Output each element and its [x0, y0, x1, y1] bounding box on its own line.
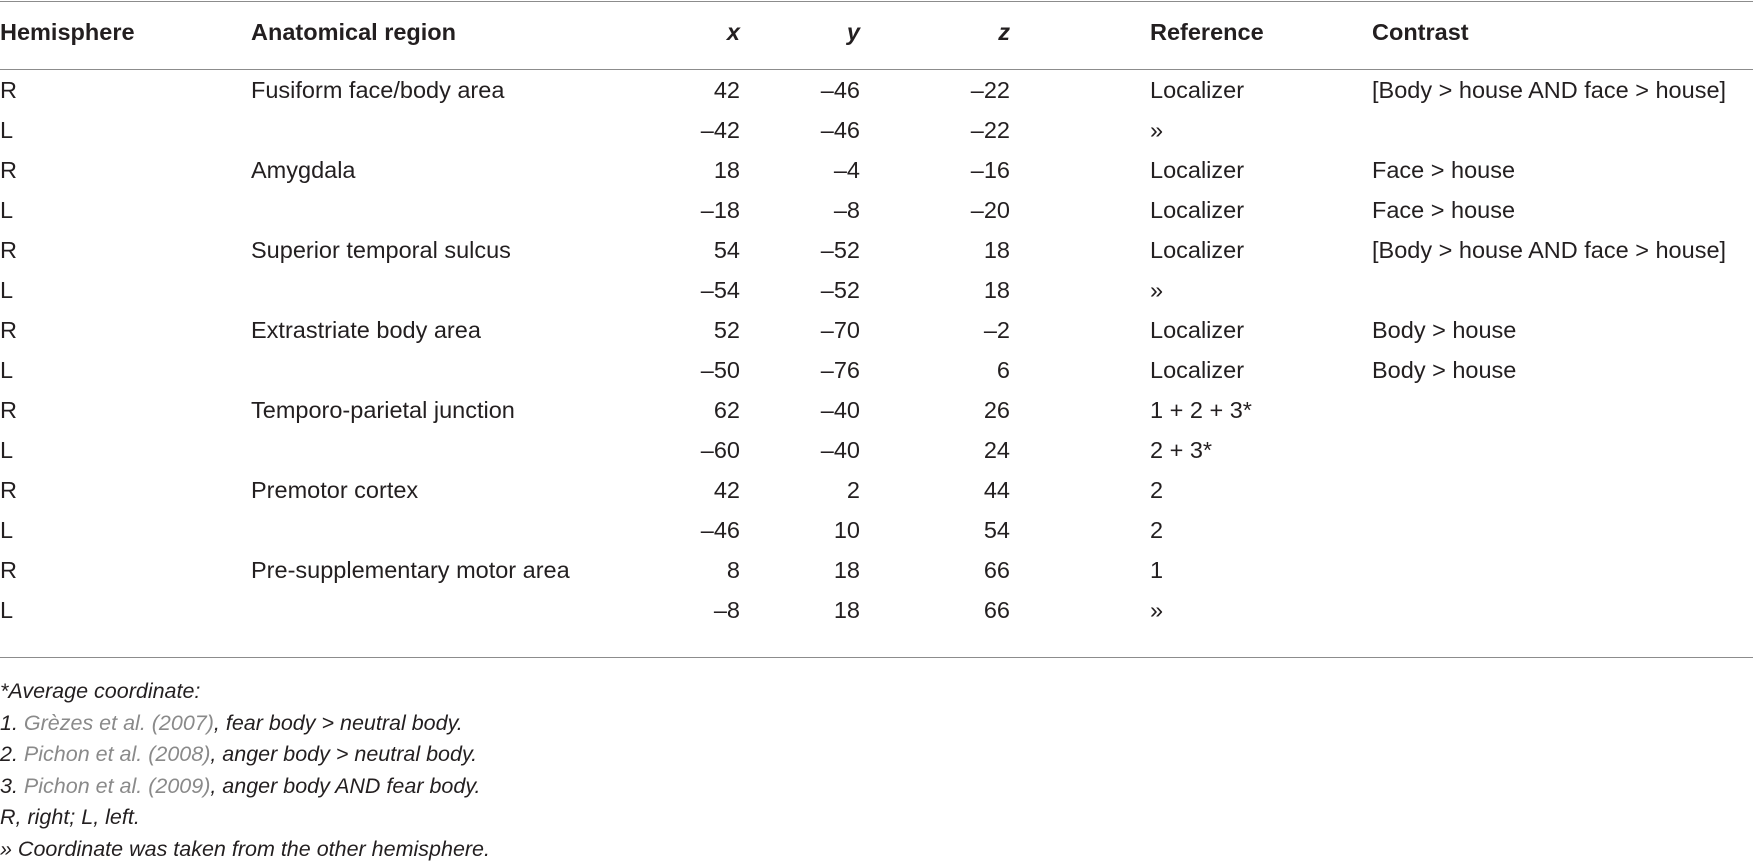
cell-y: 18: [740, 590, 890, 630]
cell-reference: Localizer: [1150, 230, 1372, 270]
cell-hemisphere: L: [0, 590, 251, 630]
cell-contrast: [Body > house AND face > house]: [1372, 230, 1753, 270]
header-y: y: [740, 12, 890, 70]
footnote-text: , anger body > neutral body.: [210, 742, 477, 766]
cell-hemisphere: R: [0, 230, 251, 270]
cell-gap: [1040, 230, 1150, 270]
cell-region: Amygdala: [251, 150, 697, 190]
table-row: [0, 310, 1753, 350]
cell-x: –50: [697, 350, 740, 390]
header-x: x: [697, 12, 740, 70]
cell-gap: [1040, 110, 1150, 150]
cell-hemisphere: L: [0, 270, 251, 310]
cell-region: Fusiform face/body area: [251, 70, 697, 110]
cell-y: –40: [740, 430, 890, 470]
cell-x: –60: [697, 430, 740, 470]
cell-hemisphere: L: [0, 350, 251, 390]
cell-gap: [1040, 70, 1150, 110]
cell-hemisphere: R: [0, 550, 251, 590]
citation-link[interactable]: Pichon et al. (2009): [24, 774, 210, 798]
cell-gap: [1040, 190, 1150, 230]
cell-region: [251, 590, 697, 630]
cell-contrast: [Body > house AND face > house]: [1372, 70, 1753, 110]
cell-reference: 1: [1150, 550, 1372, 590]
footnote-text: , fear body > neutral body.: [214, 711, 463, 735]
cell-contrast: [1372, 590, 1753, 630]
cell-y: 18: [740, 550, 890, 590]
cell-x: –8: [697, 590, 740, 630]
cell-z: 6: [890, 350, 1040, 390]
cell-gap: [1040, 310, 1150, 350]
cell-z: –22: [890, 110, 1040, 150]
cell-reference: »: [1150, 270, 1372, 310]
cell-reference: »: [1150, 110, 1372, 150]
cell-gap: [1040, 390, 1150, 430]
cell-y: –70: [740, 310, 890, 350]
cell-z: –16: [890, 150, 1040, 190]
cell-reference: »: [1150, 590, 1372, 630]
cell-region: Extrastriate body area: [251, 310, 697, 350]
cell-x: –18: [697, 190, 740, 230]
cell-z: –20: [890, 190, 1040, 230]
cell-reference: Localizer: [1150, 70, 1372, 110]
cell-x: 54: [697, 230, 740, 270]
cell-contrast: [1372, 550, 1753, 590]
cell-y: 2: [740, 470, 890, 510]
cell-y: –52: [740, 270, 890, 310]
cell-y: –46: [740, 70, 890, 110]
cell-gap: [1040, 590, 1150, 630]
cell-region: Premotor cortex: [251, 470, 697, 510]
table-top-rule: [0, 1, 1753, 2]
table-row: [0, 470, 1753, 510]
cell-contrast: [1372, 270, 1753, 310]
cell-y: 10: [740, 510, 890, 550]
header-z: z: [890, 12, 1040, 70]
header-contrast: Contrast: [1372, 12, 1753, 70]
cell-x: 42: [697, 70, 740, 110]
cell-reference: 2 + 3*: [1150, 430, 1372, 470]
table-row: [0, 270, 1753, 310]
table-header-row: [0, 12, 1753, 70]
cell-gap: [1040, 270, 1150, 310]
footnote-other-hemisphere: » Coordinate was taken from the other hemisphere.: [0, 834, 1753, 865]
cell-reference: Localizer: [1150, 150, 1372, 190]
cell-z: –2: [890, 310, 1040, 350]
cell-y: –52: [740, 230, 890, 270]
cell-x: 8: [697, 550, 740, 590]
footnote-ref-1: [0, 708, 1753, 740]
cell-reference: Localizer: [1150, 310, 1372, 350]
footnote-text: , anger body AND fear body.: [210, 774, 480, 798]
cell-y: –76: [740, 350, 890, 390]
cell-z: –22: [890, 70, 1040, 110]
cell-contrast: [1372, 510, 1753, 550]
footnote-number: 1.: [0, 711, 24, 735]
cell-region: Temporo-parietal junction: [251, 390, 697, 430]
cell-reference: Localizer: [1150, 350, 1372, 390]
cell-gap: [1040, 350, 1150, 390]
cell-region: [251, 350, 697, 390]
cell-reference: Localizer: [1150, 190, 1372, 230]
cell-gap: [1040, 430, 1150, 470]
cell-region: [251, 190, 697, 230]
cell-region: [251, 510, 697, 550]
cell-z: 26: [890, 390, 1040, 430]
cell-x: 42: [697, 470, 740, 510]
cell-region: Superior temporal sulcus: [251, 230, 697, 270]
header-region: Anatomical region: [251, 12, 697, 70]
citation-link[interactable]: Pichon et al. (2008): [24, 742, 210, 766]
cell-reference: 2: [1150, 470, 1372, 510]
cell-contrast: [1372, 430, 1753, 470]
cell-x: 52: [697, 310, 740, 350]
cell-region: [251, 110, 697, 150]
cell-contrast: [1372, 390, 1753, 430]
table-row: [0, 110, 1753, 150]
cell-y: –8: [740, 190, 890, 230]
cell-y: –4: [740, 150, 890, 190]
cell-z: 66: [890, 550, 1040, 590]
footnote-ref-3: [0, 771, 1753, 803]
table-row: [0, 190, 1753, 230]
table-row: [0, 590, 1753, 630]
cell-y: –40: [740, 390, 890, 430]
cell-gap: [1040, 150, 1150, 190]
table-bottom-rule: [0, 657, 1753, 658]
header-reference: Reference: [1150, 12, 1372, 70]
cell-x: –54: [697, 270, 740, 310]
cell-region: Pre-supplementary motor area: [251, 550, 697, 590]
citation-link[interactable]: Grèzes et al. (2007): [24, 711, 214, 735]
table-row: [0, 150, 1753, 190]
cell-x: 18: [697, 150, 740, 190]
cell-x: 62: [697, 390, 740, 430]
cell-contrast: [1372, 470, 1753, 510]
cell-z: 44: [890, 470, 1040, 510]
cell-hemisphere: R: [0, 150, 251, 190]
cell-region: [251, 270, 697, 310]
table-row: [0, 390, 1753, 430]
table-row: [0, 430, 1753, 470]
cell-gap: [1040, 550, 1150, 590]
cell-y: –46: [740, 110, 890, 150]
cell-z: 54: [890, 510, 1040, 550]
footnote-average: *Average coordinate:: [0, 676, 1753, 708]
cell-hemisphere: R: [0, 310, 251, 350]
footnote-number: 3.: [0, 774, 24, 798]
coordinates-table: [0, 12, 1753, 630]
cell-hemisphere: L: [0, 190, 251, 230]
table-footnotes: [0, 676, 1753, 865]
cell-contrast: Face > house: [1372, 190, 1753, 230]
header-hemisphere: Hemisphere: [0, 12, 251, 70]
cell-region: [251, 430, 697, 470]
cell-contrast: [1372, 110, 1753, 150]
cell-hemisphere: L: [0, 510, 251, 550]
cell-reference: 2: [1150, 510, 1372, 550]
footnote-abbreviations: R, right; L, left.: [0, 802, 1753, 834]
cell-z: 24: [890, 430, 1040, 470]
table-row: [0, 510, 1753, 550]
footnote-ref-2: [0, 739, 1753, 771]
cell-z: 18: [890, 270, 1040, 310]
cell-hemisphere: R: [0, 470, 251, 510]
cell-contrast: Body > house: [1372, 350, 1753, 390]
header-gap: [1040, 12, 1150, 70]
cell-hemisphere: L: [0, 110, 251, 150]
cell-z: 18: [890, 230, 1040, 270]
cell-hemisphere: R: [0, 390, 251, 430]
table-row: [0, 70, 1753, 110]
table-row: [0, 350, 1753, 390]
cell-x: –46: [697, 510, 740, 550]
cell-reference: 1 + 2 + 3*: [1150, 390, 1372, 430]
table-row: [0, 230, 1753, 270]
cell-x: –42: [697, 110, 740, 150]
cell-contrast: Body > house: [1372, 310, 1753, 350]
cell-contrast: Face > house: [1372, 150, 1753, 190]
footnote-number: 2.: [0, 742, 24, 766]
cell-gap: [1040, 470, 1150, 510]
cell-hemisphere: R: [0, 70, 251, 110]
table-row: [0, 550, 1753, 590]
cell-z: 66: [890, 590, 1040, 630]
cell-gap: [1040, 510, 1150, 550]
cell-hemisphere: L: [0, 430, 251, 470]
